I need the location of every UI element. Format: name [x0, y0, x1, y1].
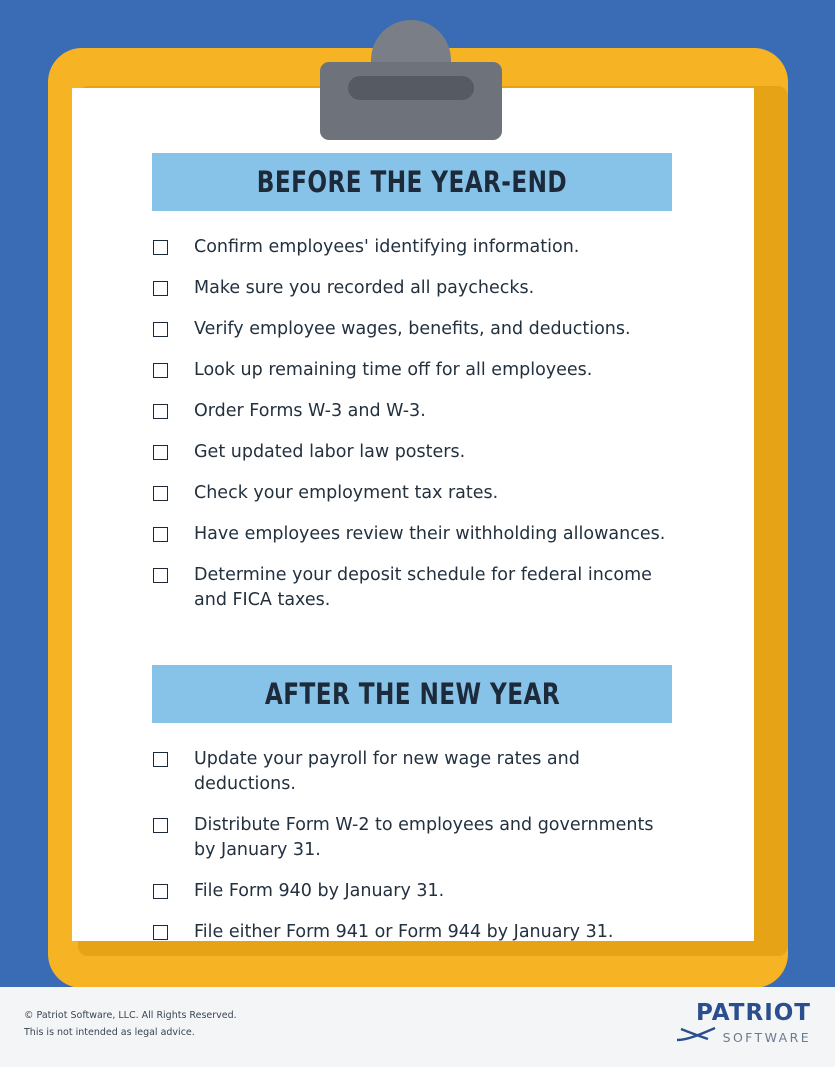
list-item[interactable] [152, 276, 672, 301]
checkbox-icon[interactable] [153, 527, 168, 542]
checkbox-icon[interactable] [153, 925, 168, 940]
checklist-before-year-end [152, 235, 672, 613]
section-header-after-new-year [152, 665, 672, 723]
logo-subtext: SOFTWARE [722, 1030, 811, 1045]
list-item[interactable] [152, 920, 672, 945]
checkbox-icon[interactable] [153, 281, 168, 296]
list-item-label: File either Form 941 or Form 944 by January 31. [194, 922, 614, 942]
list-item-label: Order Forms W-3 and W-3. [194, 401, 426, 421]
list-item-label: Confirm employees' identifying information. [194, 237, 580, 257]
list-item[interactable] [152, 235, 672, 260]
checklist-after-new-year [152, 747, 672, 945]
list-item-label: Have employees review their withholding allowances. [194, 524, 666, 544]
swoosh-icon [675, 1027, 717, 1048]
list-item-label: Verify employee wages, benefits, and deductions. [194, 319, 631, 339]
logo-subrow [675, 1027, 811, 1048]
copyright-text: © Patriot Software, LLC. All Rights Reserved. [24, 1010, 237, 1021]
clipboard-clip-icon [320, 20, 502, 120]
clip-base [320, 62, 502, 140]
section-title: BEFORE THE YEAR-END [256, 165, 568, 199]
list-item-label: Determine your deposit schedule for federal income and FICA taxes. [194, 565, 652, 610]
footer-bar [0, 987, 835, 1067]
list-item[interactable] [152, 747, 672, 797]
list-item[interactable] [152, 317, 672, 342]
checkbox-icon[interactable] [153, 445, 168, 460]
list-item[interactable] [152, 399, 672, 424]
section-header-before-year-end [152, 153, 672, 211]
checkbox-icon[interactable] [153, 752, 168, 767]
disclaimer-text: This is not intended as legal advice. [24, 1027, 195, 1038]
checkbox-icon[interactable] [153, 818, 168, 833]
checkbox-icon[interactable] [153, 486, 168, 501]
list-item-label: File Form 940 by January 31. [194, 881, 445, 901]
list-item[interactable] [152, 522, 672, 547]
list-item-label: Make sure you recorded all paychecks. [194, 278, 535, 298]
list-item[interactable] [152, 358, 672, 383]
clip-bar [348, 76, 474, 100]
footer-text-block [24, 1007, 237, 1041]
checkbox-icon[interactable] [153, 322, 168, 337]
checkbox-icon[interactable] [153, 404, 168, 419]
list-item-label: Get updated labor law posters. [194, 442, 466, 462]
list-item[interactable] [152, 879, 672, 904]
checkbox-icon[interactable] [153, 240, 168, 255]
list-item-label: Look up remaining time off for all employees. [194, 360, 593, 380]
checkbox-icon[interactable] [153, 568, 168, 583]
list-item[interactable] [152, 440, 672, 465]
checkbox-icon[interactable] [153, 363, 168, 378]
checkbox-icon[interactable] [153, 884, 168, 899]
section-spacer [152, 629, 672, 665]
list-item-label: Update your payroll for new wage rates and deductions. [194, 749, 580, 794]
list-item[interactable] [152, 481, 672, 506]
checklist-content [152, 153, 672, 961]
logo-wordmark: PATRIOT [696, 1000, 811, 1026]
patriot-software-logo [675, 1001, 811, 1048]
section-title: AFTER THE NEW YEAR [264, 677, 560, 711]
list-item[interactable] [152, 563, 672, 613]
list-item-label: Check your employment tax rates. [194, 483, 499, 503]
list-item-label: Distribute Form W-2 to employees and governments by January 31. [194, 815, 654, 860]
list-item[interactable] [152, 813, 672, 863]
